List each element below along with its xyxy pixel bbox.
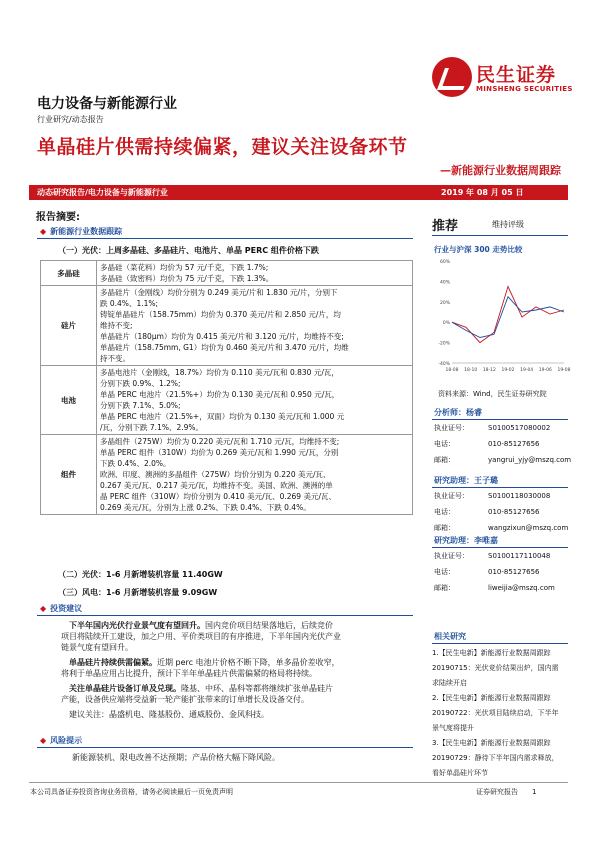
contact-label: 电话： bbox=[434, 440, 455, 448]
table-category: 电池 bbox=[41, 366, 97, 435]
contact-value: 010-85127656 bbox=[488, 568, 540, 576]
chart-source: 资料来源：Wind，民生证券研究院 bbox=[438, 390, 547, 398]
table-line: 多晶组件（275W）均价为 0.220 美元/瓦和 1.710 元/瓦，均维持不变; bbox=[100, 437, 340, 446]
table-row bbox=[41, 435, 413, 515]
x-tick-label: 19-02 bbox=[501, 368, 515, 373]
related-item: 20190722：光伏项目陆续启动，下半年 bbox=[432, 709, 559, 717]
analyst-name: 分析师：杨睿 bbox=[434, 408, 482, 417]
advice-paragraph bbox=[61, 683, 413, 694]
table-line: 维持不变; bbox=[100, 321, 133, 330]
risk-text: 新能源装机、限电改善不达预期；产品价格大幅下降风险。 bbox=[72, 753, 280, 762]
table-line: 单晶硅片（158.75mm, G1）均价为 0.460 美元/片和 3.470 元/片，均维 bbox=[100, 343, 349, 352]
x-tick-label: 18-10 bbox=[464, 368, 478, 373]
contact-label: 执业证号： bbox=[434, 492, 469, 500]
table-cell bbox=[97, 366, 413, 435]
table-category: 多晶硅 bbox=[41, 261, 97, 286]
brand-name-en: MINSHENG SECURITIES bbox=[476, 85, 573, 93]
summary-title: 报告摘要: bbox=[36, 212, 80, 223]
advice-paragraph bbox=[61, 657, 413, 668]
advice-lead: 关注单晶硅片设备订单及兑现。 bbox=[69, 684, 181, 693]
table-category: 硅片 bbox=[41, 286, 97, 366]
advice-line: 链景气度有望回升。 bbox=[61, 643, 133, 652]
contact-label: 邮箱： bbox=[434, 524, 455, 532]
section-heading-data: ◆ 新能源行业数据跟踪 bbox=[40, 227, 123, 236]
contact-label: 邮箱： bbox=[434, 456, 455, 464]
rating-status: 维持评级 bbox=[492, 220, 524, 229]
x-tick-label: 18-08 bbox=[445, 368, 459, 373]
x-tick-label: 19-08 bbox=[557, 368, 571, 373]
footer-label: 证券研究报告 1 bbox=[476, 788, 537, 796]
contact-value: S0100517080002 bbox=[488, 424, 551, 432]
related-item: 2.【民生电新】新能源行业数据周跟踪 bbox=[432, 694, 551, 702]
advice-lead: 下半年国内光伏行业景气度有望回升。 bbox=[69, 621, 205, 630]
advice-lead: 单晶硅片持续供需偏紧。 bbox=[69, 658, 157, 667]
advice-line: 产能，设备供应端将受益新一轮产能扩张带来的订单增长及设备交付。 bbox=[61, 695, 309, 704]
contact-label: 邮箱： bbox=[434, 584, 455, 592]
contact-value: S0100118030008 bbox=[488, 492, 551, 500]
rating-recommend: 推荐 bbox=[432, 219, 459, 234]
table-category: 组件 bbox=[41, 435, 97, 515]
table-line: 0.267 美元/瓦、0.217 美元/瓦，均维持不变。美国、欧洲、澳洲的单 bbox=[100, 481, 333, 490]
advice-text: 建议关注：晶盛机电、隆基股份、通威股份、金风科技。 bbox=[69, 710, 269, 719]
triangle-bullet-icon: ◆ bbox=[40, 227, 47, 236]
table-line: 分别下跌 7.1%、5.0%; bbox=[100, 401, 181, 410]
related-item: 求陆续开启 bbox=[432, 679, 467, 687]
table-line: /瓦，分别下跌 7.1%、2.9%。 bbox=[100, 423, 204, 432]
table-line: 多晶硅片（金刚线）均价分别为 0.249 美元/片和 1.830 元/片，分别下 bbox=[100, 288, 338, 297]
y-tick-label: 20% bbox=[439, 300, 450, 306]
x-tick-label: 18-12 bbox=[482, 368, 496, 373]
divider bbox=[432, 235, 568, 236]
related-title: 相关研究 bbox=[434, 632, 466, 641]
report-title: 单晶硅片供需持续偏紧，建议关注设备环节 bbox=[37, 136, 408, 158]
table-line: 单晶 PERC 电池片（21.5%+，双面）均价为 0.130 美元/瓦和 1.000 元 bbox=[100, 412, 345, 421]
advice-text: 近期 perc 电池片价格不断下降，单多晶价差收窄， bbox=[157, 658, 340, 667]
table-line: 多晶硅（菜花料）均价为 57 元/千克，下跌 1.7%; bbox=[100, 263, 269, 272]
advice-line: 项目将陆续开工建设，加之户用、平价类项目的有序推进，下半年国内光伏产业 bbox=[61, 632, 341, 641]
table-line: 单晶硅片（180μm）均价为 0.415 美元/片和 3.120 元/片，均维持不变; bbox=[100, 332, 344, 341]
related-item: 20190729：静待下半年国内需求释放， bbox=[432, 754, 559, 762]
analyst-name: 研究助理：李唯嘉 bbox=[434, 536, 498, 545]
advice-paragraph bbox=[61, 620, 413, 631]
report-subtitle: —新能源行业数据周跟踪 bbox=[440, 164, 561, 177]
table-line: 下跌 0.4%、2.0%。 bbox=[100, 459, 171, 468]
related-item: 看好单晶硅片环节 bbox=[432, 769, 488, 777]
divider bbox=[37, 747, 413, 748]
brand-name: 民生证券 bbox=[476, 64, 557, 86]
contact-value: 010-85127656 bbox=[488, 508, 540, 516]
contact-value: liweijia@mszq.com bbox=[488, 584, 555, 592]
advice-line: 将利于单晶应用占比提升，预计下半年单晶硅片供需偏紧的格局将持续。 bbox=[61, 669, 317, 678]
divider bbox=[432, 643, 568, 644]
contact-label: 电话： bbox=[434, 508, 455, 516]
table-line: 分别下跌 0.9%、1.2%; bbox=[100, 379, 181, 388]
table-row bbox=[41, 366, 413, 435]
triangle-bullet-icon: ◆ bbox=[40, 736, 47, 745]
related-item: 1.【民生电新】新能源行业数据周跟踪 bbox=[432, 649, 551, 657]
price-table bbox=[40, 260, 413, 515]
table-line: 跌 0.4%、1.1%; bbox=[100, 299, 159, 308]
contact-value: yangrui_yjy@mszq.com bbox=[488, 456, 572, 464]
series-line-1 bbox=[452, 297, 564, 338]
subsection-wind-install: （三）风电：1-6 月新增装机容量 9.09GW bbox=[58, 588, 218, 597]
table-line: 单晶 PERC 组件（310W）均价为 0.269 美元/瓦和 1.990 元/瓦，分别 bbox=[100, 448, 339, 457]
banner-date: 2019 年 08 月 05 日 bbox=[441, 188, 524, 197]
subsection-pv-install: （二）光伏：1-6 月新增装机容量 11.40GW bbox=[58, 570, 223, 579]
related-item: 3.【民生电新】新能源行业数据周跟踪 bbox=[432, 739, 551, 747]
contact-value: 010-85127656 bbox=[488, 440, 540, 448]
table-cell bbox=[97, 435, 413, 515]
y-tick-label: 40% bbox=[439, 280, 450, 286]
table-line: 单晶 PERC 电池片（21.5%+）均价为 0.130 美元/瓦和 0.950 元/瓦， bbox=[100, 390, 340, 399]
section-heading-advice: ◆ 投资建议 bbox=[40, 604, 83, 613]
report-category: 行业研究/动态报告 bbox=[37, 115, 104, 124]
y-tick-label: -40% bbox=[438, 362, 450, 367]
table-row bbox=[41, 286, 413, 366]
report-banner bbox=[29, 185, 568, 200]
advice-paragraph bbox=[61, 709, 413, 720]
contact-value: wangzixun@mszq.com bbox=[488, 524, 569, 532]
y-tick-label: 0% bbox=[442, 321, 450, 327]
advice-body bbox=[61, 620, 413, 724]
industry-label: 电力设备与新能源行业 bbox=[37, 96, 177, 112]
section-heading-risk: ◆ 风险提示 bbox=[40, 736, 83, 745]
contact-label: 执业证号： bbox=[434, 424, 469, 432]
related-list bbox=[432, 646, 568, 781]
table-line: 晶 PERC 组件（310W）均价分别为 0.410 美元/瓦、0.269 美元/瓦、 bbox=[100, 492, 336, 501]
footer-disclaimer: 本公司具备证券投资咨询业务资格，请务必阅读最后一页免责声明 bbox=[30, 788, 233, 796]
footer-divider bbox=[29, 782, 568, 783]
banner-type: 动态研究报告/电力设备与新能源行业 bbox=[37, 188, 168, 197]
divider bbox=[432, 547, 568, 548]
table-line: 多晶硅（致密料）均价为 75 元/千克，下跌 1.3%。 bbox=[100, 274, 274, 283]
contact-label: 执业证号： bbox=[434, 552, 469, 560]
contact-label: 电话： bbox=[434, 568, 455, 576]
analyst-name: 研究助理：王子璐 bbox=[434, 476, 498, 485]
table-line: 铸锭单晶硅片（158.75mm）均价为 0.370 美元/片和 2.850 元/片，均 bbox=[100, 310, 341, 319]
table-line: 多晶电池片（金刚线，18.7%）均价为 0.110 美元/瓦和 0.830 元/瓦， bbox=[100, 368, 339, 377]
advice-text: 隆基、中环、晶科等都将继续扩张单晶硅片 bbox=[181, 684, 333, 693]
contact-value: S0100117110048 bbox=[488, 552, 551, 560]
divider bbox=[37, 615, 413, 616]
brand-logo-icon bbox=[432, 57, 472, 97]
chart-title: 行业与沪深 300 走势比较 bbox=[434, 245, 523, 254]
subsection-pv-prices: （一）光伏：上周多晶硅、多晶硅片、电池片、单晶 PERC 组件价格下跌 bbox=[58, 246, 319, 255]
series-line-0 bbox=[452, 287, 564, 343]
advice-text: 国内竞价项目结果落地后，后续竞价 bbox=[205, 621, 333, 630]
table-row bbox=[41, 261, 413, 286]
divider bbox=[432, 487, 568, 488]
divider bbox=[432, 419, 568, 420]
trend-chart bbox=[432, 255, 571, 380]
x-tick-label: 19-04 bbox=[520, 368, 534, 373]
table-cell bbox=[97, 286, 413, 366]
table-line: 持不变。 bbox=[100, 354, 130, 363]
table-line: 欧洲、印度、澳洲的多晶组件（275W）均价分别为 0.220 美元/瓦、 bbox=[100, 470, 331, 479]
table-cell bbox=[97, 261, 413, 286]
triangle-bullet-icon: ◆ bbox=[40, 604, 47, 613]
related-item: 20190715：光伏竞价结果出炉，国内需 bbox=[432, 664, 559, 672]
y-tick-label: 60% bbox=[439, 260, 450, 265]
y-tick-label: -20% bbox=[438, 341, 450, 347]
related-item: 景气度将提升 bbox=[432, 724, 474, 732]
table-line: 0.269 美元/瓦，分别为上涨 0.2%、下跌 0.4%、下跌 0.4%。 bbox=[100, 503, 311, 512]
x-tick-label: 19-06 bbox=[538, 368, 552, 373]
divider bbox=[37, 238, 413, 239]
